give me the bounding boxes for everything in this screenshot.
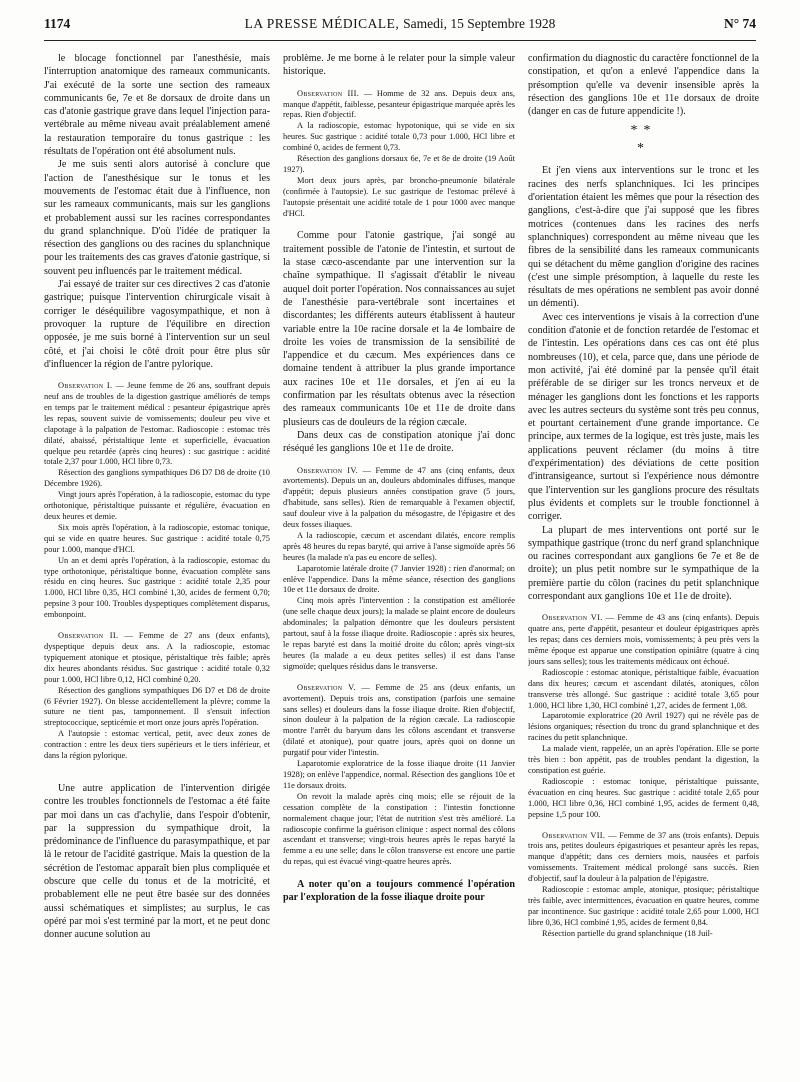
observation-2 [44, 631, 270, 686]
observation-title: Observation VII. [542, 830, 606, 840]
observation-title: Observation III. [297, 88, 360, 98]
observation-3 [283, 89, 515, 122]
paragraph: Dans deux cas de constipation atonique j'ai donc réséqué les ganglions 10e et 11e de droite. [283, 429, 515, 455]
observation-title: Observation V. [297, 682, 356, 692]
observation-paragraph: Vingt jours après l'opération, à la radioscopie, estomac du type orthotonique, péristaltique puissante et régulière, évacuation en deux heures et demie. [44, 490, 270, 521]
observation-paragraph: Cinq mois après l'intervention : la constipation est améliorée (une selle chaque deux jours); la malade se plaint encore de douleurs abdominales; la palpation démontre que les douleurs persistent partout, sauf à la fosse iliaque droite. Radioscopie : après six heures, le repas baryté est dans la moitié droite du côlon; après vingt-six heures (la malade a eu deux petites selles) il est dans l'anse sigmoïde; quelques résidus dans le transverse. [283, 596, 515, 671]
observation-6 [528, 613, 759, 668]
observation-paragraph: Laparotomie latérale droite (7 Janvier 1928) : rien d'anormal; on enlève l'appendice. Dans la même séance, résection des ganglions 10e et 11e dorsaux de droite. [283, 563, 515, 595]
issue-number: N° 74 [723, 16, 756, 31]
journal-title: LA PRESSE MÉDICALE, [244, 16, 400, 31]
observation-paragraph: Laparotomie exploratrice (20 Avril 1927) qui ne révèle pas de lésions organiques; résection du tronc du grand splanchnique et des racines du petit splanchnique. [528, 711, 759, 743]
paragraph: Avec ces interventions je visais à la correction d'une condition d'atonie et de fonction retardée de l'estomac et de l'intestin. Les opérations dans ces cas ont été plus nombreuses (10), et cela, parce que, dans une période de mon activité, j'ai été dominé par la pensée qu'il était préférable de se diriger sur les troncs nerveux et de ménager les ganglions dont les fonctions et les rapports avec les autres secteurs du système sont très peu connus, et pourtant certainement d'une grande importance. Ce principe, aux termes de la logique, est très juste, mais les applications peuvent réclamer (du moins à titre d'expérimentation) des déviations de cette position d'intransigeance, surtout si l'expérience nous démontre que l'intervention sur les ganglions procure des résultats plus évidents et complets sur le trouble fonctionnel à corriger. [528, 311, 759, 523]
observation-4 [283, 466, 515, 531]
column-middle [283, 52, 515, 1074]
observation-title: Observation I. [58, 381, 113, 391]
paragraph: le blocage fonctionnel par l'anesthésie, mais l'interruption anatomique des rameaux communicants. J'ai exécuté de la sorte une section des rameaux communicants 6e, 7e et 8e dorsaux de droite dans un cas d'atonie gastrique grave dans lequel l'injection para-vertébrale au même niveau avait préalablement amené la restauration temporaire du tonus gastrique : les résultats de l'opération ont été absolument nuls. [44, 53, 270, 158]
observation-paragraph: Radioscopie : estomac tonique, péristaltique puissante, évacuation en cinq heures. Suc gastrique : acidité totale 2,65 pour 1.000, HCl libre 0,36, HCl combiné 1,95, acides de ferment 0,48, pepsine 1,5 pour 100. [528, 776, 759, 819]
paragraph: problème. Je me borne à le relater pour la simple valeur historique. [283, 53, 515, 78]
observation-paragraph: La malade vient, rappelée, un an après l'opération. Elle se porte très bien : bon appétit, pas de troubles pendant la digestion, la constipation est guérie. [528, 744, 759, 775]
paragraph: confirmation du diagnostic du caractère fonctionnel de la constipation, et qu'on a enlevé l'appendice dans la présomption qu'elle va devenir insensible après la résection des ganglions 10e et 11e dorsaux de droite (danger en cas de future appendicite !). [528, 53, 759, 118]
observation-paragraph: Radioscopie : estomac atonique, péristaltique faible, évacuation dans dix heures; cæcum et ascendant dilatés, atoniques, côlon transverse très allongé. Suc gastrique : acidité totale 3,65 pour 1.000, HCl libre 1,30, HCl combiné 1,27, acides de ferment 1,08. [528, 667, 759, 710]
observation-text: — Femme de 43 ans (cinq enfants). Depuis quatre ans, perte d'appétit, pesanteur et douleur épigastriques après les repas; dans ces derniers mois, vomissements; à peu près vers la même époque est apparue une constipation opiniâtre (quatre à cinq jours sans selles); tous les traitements médicaux ont échoué. [528, 613, 759, 666]
running-title [44, 16, 756, 32]
section-divider-asterisks: ** * [630, 123, 657, 157]
paragraph: Comme pour l'atonie gastrique, j'ai songé au traitement possible de l'atonie de l'intestin, et surtout de la stase cæco-ascendante par une intervention sur la chaîne sympathique. Il s'agissait d'établir le niveau auquel doit porter l'opération. Nos connaissances au sujet de l'anesthésie para-vertébrale sont incertaines et discordantes; les différents auteurs établissent à hauteur variable entre la 10e racine dorsale et la 4e lombaire de droite les voies de transmission de la sensibilité de l'appendice et du cæcum. Mes expériences dans ce domaine tendent à attribuer la plus grande importance aux racines 10e et 11e dorsales, et j'en ai eu la confirmation par les résultats obtenus avec la résection des rameaux communicants 10e et 11e de droite dans plusieurs cas de douleurs de la région cæcale. [283, 230, 515, 428]
observation-title: Observation VI. [542, 613, 603, 623]
observation-paragraph: A l'autopsie : estomac vertical, petit, avec deux zones de contraction : entre les deux tiers supérieurs et le tiers inférieur, et dans la région pylorique. [44, 729, 270, 761]
paragraph: Je me suis senti alors autorisé à conclure que l'action de l'anesthésique sur le tonus et les mouvements de l'estomac était due à l'influence, non sur les rameaux communicants, mais sur les ganglions et probablement aussi sur les racines correspondantes du grand splanchnique. D'où l'idée de pratiquer la résection des ganglions ou des racines du splanchnique pour les traitements des cas graves d'atonie gastrique, si souvent peu influencés par le traitement médical. [44, 159, 270, 277]
paragraph: Une autre application de l'intervention dirigée contre les troubles fonctionnels de l'estomac a été faite par moi dans un cas d'achylie, dans l'espoir d'obtenir, par la suppression du sympathique droit, la prédominance de l'influence du parasympathique, et par là le retour de l'acidité gastrique. Mais la question de la sécrétion de l'estomac apparaît bien plus compliquée et obscure que celle du tonus et de la motricité, et probablement elle ne peut être basée sur des données aussi schématiques et simplistes; au surplus, le cas opéré par moi s'est terminé par la mort, et ne peut donc donner aucune solution au [44, 782, 270, 941]
observation-text: — Femme de 25 ans (deux enfants, un avortement). Depuis trois ans, constipation (parfois une semaine sans selles) et douleurs dans la fosse iliaque droite. Rien d'objectif, sinon douleur à la palpation de la région cæcale. La radioscopie montre l'arrêt du baryum dans les côlons ascendant et transverse (dilaté et atonique), pour quatre jours, après quoi on donne un purgatif pour vider l'intestin. [283, 682, 515, 758]
column-right [528, 52, 759, 1074]
observation-text: — Femme de 37 ans (trois enfants). Depuis trois ans, petites douleurs épigastriques et pesanteur après les repas, manque d'appétit; dans ces derniers mois, nausées et parfois vomissements. Traitement médical prolongé sans succès. Rien d'objectif, sauf la douleur à la palpation de l'épigastre. [528, 830, 759, 884]
observation-paragraph: Résection partielle du grand splanchnique (18 Juil- [542, 928, 713, 938]
observation-paragraph: Résection des ganglions dorsaux 6e, 7e et 8e de droite (19 Août 1927). [283, 154, 515, 174]
paragraph: A noter qu'on a toujours commencé l'opération par l'exploration de la fosse iliaque droite pour [283, 879, 515, 904]
observation-text: — Femme de 27 ans (deux enfants), dyspeptique depuis deux ans. A la radioscopie, estomac typiquement atonique et ptosique, péristaltique très faible; après dix heures abondants résidus. Suc gastrique : acidité totale 0,32 pour 1.000, HCl libre 0,12, HCl combiné 0,20. [44, 631, 270, 684]
observation-paragraph: A la radioscopie, cæcum et ascendant dilatés, encore remplis après 48 heures du repas baryté, qui arrive à l'anse sigmoïde après 56 heures (la malade n'a pas eu encore de selles). [283, 530, 515, 562]
observation-paragraph: Six mois après l'opération, à la radioscopie, estomac tonique, qui se vide en quatre heures. Suc gastrique : acidité totale 0,75 pour 1.000, manque d'HCl. [44, 522, 270, 554]
observation-paragraph: Résection des ganglions sympathiques D6 D7 et D8 de droite (6 Février 1927). On blesse accidentellement la plèvre; comme la suture ne tient pas, tamponnement. Il s'ensuit infection streptococcique, septicémie et mort onze jours après l'opération. [44, 685, 270, 728]
observation-paragraph: Un an et demi après l'opération, à la radioscopie, estomac du type orthotonique, péristaltique bonne, évacuation complète sans résidu en cinq heures. Suc gastrique : acidité totale 2,35 pour 1.000, HCl libre 0,35, HCl combiné 1,30, acides de ferment 0,70; pepsine 3 pour 100. Troubles dyspeptiques complètement disparus, embonpoint. [44, 555, 270, 620]
observation-title: Observation IV. [297, 465, 359, 475]
paragraph: Et j'en viens aux interventions sur le tronc et les racines des nerfs splanchniques. Ici les principes d'orientation étaient les mêmes que pour la résection des ganglions, c'est-à-dire que j'ai supposé que les fibres motrices (contenues dans les racines des nerfs splanchniques) correspondent au même niveau que les fibres de la sensibilité dans les rameaux communicants qui se détachent du même ganglion d'origine des racines (c'est une simple présomption, à laquelle du reste les résultats de mes opérations ne semblent pas avoir donné un démenti). [528, 165, 759, 310]
observation-paragraph: A la radioscopie, estomac hypotonique, qui se vide en six heures. Suc gastrique : acidité totale 0,73 pour 1.000, HCl libre et combiné 0, acides de ferment 0,73. [283, 121, 515, 153]
page-header [44, 14, 756, 41]
observation-text: — Femme de 47 ans (cinq enfants, deux avortements). Depuis un an, douleurs abdominales diffuses, manque d'appétit; depuis plusieurs années constipation grave (5 jours, d'habitude, sans selles). Rien de remarquable à l'examen objectif, sauf douleur vive à la palpation du mésogastre, de l'épigastre et des deux fosses iliaques. [283, 465, 515, 530]
paragraph: J'ai essayé de traiter sur ces directives 2 cas d'atonie gastrique; puisque l'intervention chirurgicale visait à corriger le déséquilibre vagosympathique, et non à provoquer la rupture de l'équilibre en direction opposée, je me suis borné à l'intervention sur un seul côté, et j'ai choisi le côté droit pour être plus sûr d'influencer la région de l'antre pylorique. [44, 279, 270, 370]
observation-paragraph: Mort deux jours après, par broncho-pneumonie bilatérale (confirmée à l'autopsie). Le suc gastrique de l'estomac prélevé à l'autopsie présentait une acidité totale de 1 pour 1000 avec manque d'HCl. [283, 175, 515, 218]
observation-paragraph: Résection des ganglions sympathiques D6 D7 D8 de droite (10 Décembre 1926). [44, 468, 270, 489]
observation-text: — Homme de 32 ans. Depuis deux ans, manque d'appétit, faiblesse, pesanteur épigastrique marquée après les repas. Rien d'objectif. [283, 88, 515, 120]
issue-date: Samedi, 15 Septembre 1928 [403, 16, 556, 31]
column-left [44, 52, 270, 1074]
observation-title: Observation II. [58, 631, 119, 641]
page-number: 1174 [44, 16, 71, 31]
paragraph: La plupart de mes interventions ont porté sur le sympathique gastrique (tronc du nerf grand splanchnique ou racines correspondant aux ganglions 6e 7e et 8e de droite); un plus petit nombre sur le sympathique de la première partie du côlon (racines du petit splanchnique correspondant aux ganglions 10e et 11e de droite). [528, 524, 759, 602]
observation-paragraph: Laparotomie exploratrice de la fosse iliaque droite (11 Janvier 1928); on enlève l'appendice, normal. Résection des ganglions 10e et 11e dorsaux droits. [283, 759, 515, 790]
observation-1 [44, 381, 270, 468]
observation-paragraph: On revoit la malade après cinq mois; elle se réjouit de la cessation complète de la constipation : l'intestin fonctionne normalement chaque jour; l'état de nutrition s'est très amélioré. La radioscopie confirme la guérison clinique : aspect normal des côlons ascendant et transverse; vingt-trois heures après le repas baryté la femme a eu une selle; dans le côlon transverse est encore une partie du repas, qui est évacué vingt-quatre heures après. [283, 791, 515, 867]
observation-text: — Jeune femme de 26 ans, souffrant depuis neuf ans de troubles de la digestion gastrique améliorés de temps en temps par le traitement médical : pesanteur épigastrique après les repas, souvent suivie de vomissements; douleur peu vive et clapotage à la palpation de l'estomac. Radioscopie : estomac très dilaté, abaissé, péristaltique lente et superficielle, évacuation quelque peu retardée (après cinq heures) : suc gastrique : acidité totale 2,37 pour 1.000, HCl libre 0,73. [44, 381, 270, 467]
observation-paragraph: Radioscopie : estomac ample, atonique, ptosique; péristaltique très faible, avec intermittences, évacuation en quatre heures, comme par incontinence. Suc gastrique : acidité totale 2,65 pour 1.000, HCl libre 0,36, HCl combiné 1,95, acides de ferment 0,84. [528, 885, 759, 927]
observation-5 [283, 683, 515, 759]
observation-7 [528, 831, 759, 886]
